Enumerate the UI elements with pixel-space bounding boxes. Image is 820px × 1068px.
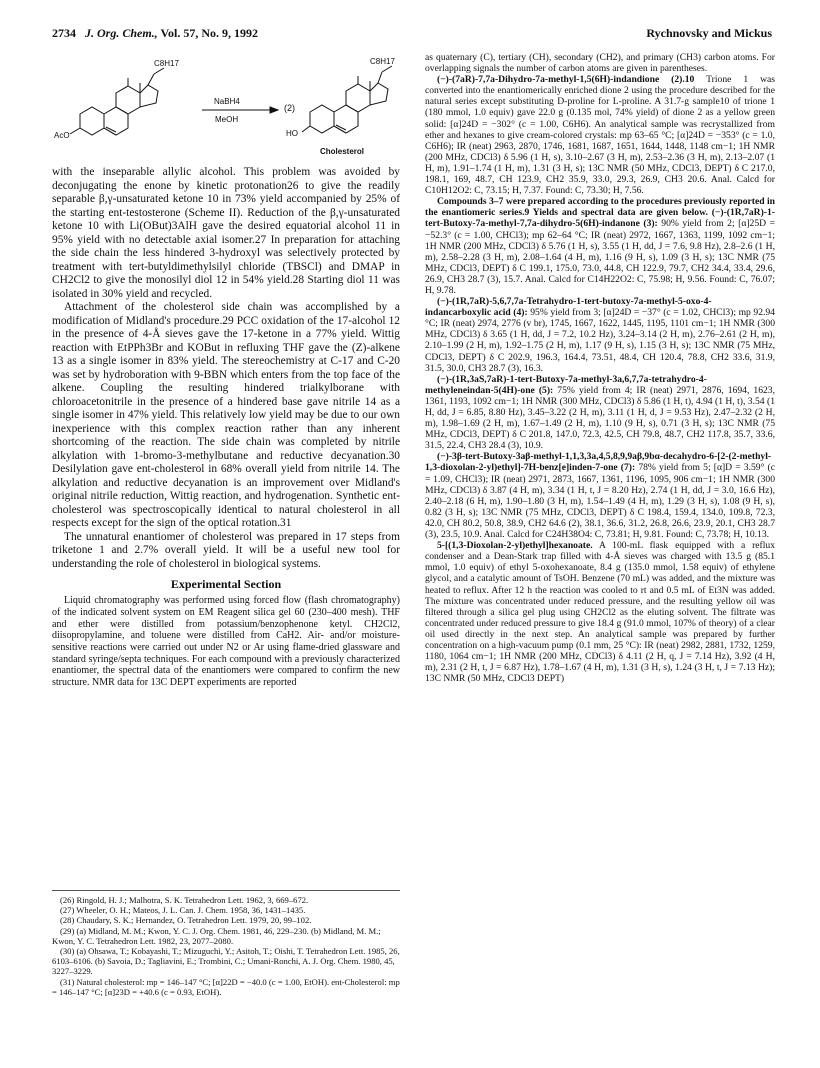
references bbox=[52, 890, 400, 997]
header-authors: Rychnovsky and Mickus bbox=[646, 26, 772, 40]
compound-5-entry bbox=[425, 374, 775, 452]
page-number: 2734 bbox=[52, 26, 76, 40]
compound-4-entry bbox=[425, 296, 775, 374]
reference-item: (28) Chaudary, S. K.; Hernandez, O. Tetrahedron Lett. 1979, 20, 99–102. bbox=[60, 915, 312, 926]
substituent-label-a: C8H17 bbox=[154, 59, 179, 68]
compound-3-title: (−)-(1R,7aR)-1-tert-Butoxy-7a-methyl-7,7a-dihydro-5(6H)-indanone (3): bbox=[425, 207, 775, 230]
reaction-scheme bbox=[52, 52, 400, 164]
equation-number: (2) bbox=[284, 103, 295, 113]
paragraph: Liquid chromatography was performed using forced flow (flash chromatography) of the indicated solvent system on EM Reagent silica gel 60 (230–400 mesh). THF and ether were distilled from potassium/benzophenone ketyl. CH2Cl2, diisopropylamine, and toluene were distilled from CaH2. Air- and/or moisture-sensitive reactions were carried out under N2 or Ar using flame-dried glassware and standard syringe/septa techniques. For each compound with a previously characterized enantiomer, the spectral data of the enantiomers were compared to confirm the new structure. NMR data for 13C DEPT experiments are reported bbox=[52, 595, 400, 689]
compounds-3-7-intro bbox=[425, 196, 775, 296]
reagent-bottom: MeOH bbox=[215, 115, 239, 124]
compound-8-title: 5-[(1,3-Dioxolan-2-yl)ethyl]hexanoate. bbox=[437, 540, 593, 552]
header-left bbox=[52, 26, 258, 41]
paragraph: Attachment of the cholesterol side chain was accomplished by a modification of Midland's procedure.29 PCC oxidation of the 17-alcohol 12 in the presence of 4-Å sieves gave the 17-ketone in a 77% yield. Wittig reaction with EtPPh3Br and KOBut in refluxing THF gave the (Z)-alkene 13 as a single isomer in 83% yield. The stereochemistry at C-17 and C-20 was set by hydroboration with 9-BBN which enters from the top face of the alkene. Coupling the resulting hindered trialkylborane with chloroacetonitrile in the presence of a hindered base gave nitrile 14 as a single isomer in 47% yield. This relatively low yield may be due to our own inexperience with this complex reaction rather than any inherent shortcoming of the reaction. The side chain was completed by nitrile alkylation with 1-bromo-3-methylbutane and reductive decyanation.30 Desilylation gave ent-cholesterol in 68% overall yield from nitrile 14. The alkylation and reductive decyanation is an improvement over Midland's original nitrile reduction, Wittig reaction, and hydrogenation. Synthetic ent-cholesterol was spectroscopically identical to natural cholesterol in all respects except for the sign of the optical rotation.31 bbox=[52, 301, 400, 529]
reference-item: (26) Ringold, H. J.; Malhotra, S. K. Tetrahedron Lett. 1962, 3, 669–672. bbox=[60, 895, 309, 905]
compound-7-entry bbox=[425, 451, 775, 540]
left-column bbox=[52, 52, 400, 689]
journal-name: J. Org. Chem., bbox=[85, 26, 158, 40]
paragraph: as quaternary (C), tertiary (CH), secondary (CH2), and primary (CH3) carbon atoms. For overlapping signals the number of carbon atoms are given in parentheses. bbox=[425, 52, 775, 75]
compound-2-body: Trione 1 was converted into the enantiomerically enriched dione 2 using the procedure described for the natural series except substituting D-proline for L-proline. A 31.7-g sample10 of trione 1 (180 mmol, 1.0 equiv) gave 22.0 g (0.135 mol, 74% yield) of dione 2 as a yellow green solid: [α]24D = −302° (c = 1.00, C6H6). An analytical sample was recrystallized from ether and hexanes to give cream-colored crystals: mp 63–65 °C; [α]24D = −353° (c = 1.0, C6H6); IR (neat) 2963, 2870, 1746, 1681, 1687, 1651, 1644, 1448, 1148 cm−1; 1H NMR (200 MHz, CDCl3) δ 5.96 (1 H, s), 3.10–2.67 (3 H, m), 2.53–2.36 (3 H, m), 2.13–2.07 (1 H, m), 1.91–1.74 (1 H, m), 1.31 (3 H, s); 13C NMR (50 MHz, CDCl3, DEPT) δ C 217.0, 198.1, 169, 48.7, CH 123.9, CH2 35.9, 33.0, 29.3, 26.9, CH3 20.6. Anal. Calcd for C10H12O2: C, 73.15; H, 7.37. Found: C, 73.30; H, 7.56. bbox=[425, 74, 776, 197]
acetoxy-label: AcO bbox=[54, 131, 70, 140]
substituent-label-b: C8H17 bbox=[370, 57, 395, 66]
journal-volume: Vol. 57, No. 9, 1992 bbox=[160, 26, 259, 40]
reference-item: (27) Wheeler, O. H.; Mateos, J. L. Can. J. Chem. 1958, 36, 1431–1435. bbox=[60, 905, 306, 916]
reference-item: (31) Natural cholesterol: mp = 146–147 °C; [α]22D = −40.0 (c = 1.00, EtOH). ent-Cholesterol: mp = 146–147 °C; [α]23D = +40.6 (c = 0.93, EtOH). bbox=[52, 976, 400, 997]
hydroxy-label: HO bbox=[286, 129, 298, 138]
paragraph: The unnatural enantiomer of cholesterol was prepared in 17 steps from triketone 1 and 2.7% overall yield. It will be a useful new tool for understanding the role of cholesterol in biological systems. bbox=[52, 530, 400, 570]
compound-8-entry bbox=[425, 540, 775, 684]
paragraph: with the inseparable allylic alcohol. This problem was avoided by deconjugating the enone by kinetic protonation26 to give the readily separable β,γ-unsaturated ketone 10 in 73% yield accompanied by 25% of the starting ent-testosterone (Scheme II). Reduction of the β,γ-unsaturated ketone 10 with Li(OBut)3AlH gave the desired equatorial alcohol 11 in 95% yield with no detectable axial isomer.27 In preparation for attaching the side chain the less hindered 3-hydroxyl was selectively protected by treatment with tert-butyldimethylsilyl chloride (TBSCl) and DMAP in CH2Cl2 to give the monosilyl diol 12 in 54% yield.28 Starting diol 11 was isolated in 30% yield and recycled. bbox=[52, 166, 400, 300]
compound-2-entry bbox=[425, 74, 775, 196]
compound-5-title: (−)-(1R,3aS,7aR)-1-tert-Butoxy-7a-methyl-3a,6,7,7a-tetrahydro-4-methyleneindan-5(4H)-one (5): bbox=[425, 373, 707, 396]
compound-3-body: 90% yield from 2; [α]25D = −52.3° (c = 1.00, CHCl3); mp 62–64 °C; IR (neat) 2972, 1667, 1363, 1199, 1092 cm−1; 1H NMR (200 MHz, CDCl3) δ 5.76 (1 H, s), 3.55 (1 H, dd, J = 7.6, 9.8 Hz), 2.8–2.6 (1 H, m), 2.58–2.28 (3 H, m), 2.08–1.64 (4 H, m), 1.16 (9 H, s), 1.09 (3 H, s); 13C NMR (75 MHz, CDCl3, DEPT) δ C 199.1, 175.0, 73.0, 44.8, CH 122.9, 79.7, CH2 34.4, 33.4, 29.6, 26.9, CH3 28.7 (3), 15.7. Anal. Calcd for C14H22O2: C, 75.98; H, 9.56. Found: C, 76.07; H, 9.78. bbox=[425, 218, 775, 296]
reference-item: (30) (a) Ohsawa, T.; Kobayashi, T.; Mizuguchi, Y.; Asitoh, T.; Oishi, T. Tetrahedron Lett. 1985, 26, 6103–6106. (b) Savoia, D.; Tagliavini, E.; Trombini, C.; Umani-Ronchi, A. J. Org. Chem. 1980, 45, 3227–3229. bbox=[52, 946, 400, 977]
compound-7-title: (−)-3β-tert-Butoxy-3aβ-methyl-1,1,3,3a,4,5,8,9,9aβ,9bα-decahydro-6-[2-(2-methyl-1,3-dioxolan-2-yl)ethyl]-7H-benz[e]inden-7-one (7): bbox=[425, 451, 772, 474]
reference-item: (29) (a) Midland, M. M.; Kwon, Y. C. J. Org. Chem. 1981, 46, 229–230. (b) Midland, M. M.; Kwon, Y. C. Tetrahedron Lett. 1982, 23, 2077–2080. bbox=[52, 925, 381, 946]
compound-4-title: (−)-(1R,7aR)-5,6,7,7a-Tetrahydro-1-tert-butoxy-7a-methyl-5-oxo-4-indancarboxylic acid (4): bbox=[425, 296, 712, 319]
scheme-caption: Cholesterol bbox=[320, 147, 365, 156]
compound-7-body: 78% yield from 5; [α]D = 3.59° (c = 1.09, CHCl3); IR (neat) 2971, 2873, 1667, 1361, 1196, 1095, 906 cm−1; 1H NMR (300 MHz, CDCl3) δ 3.87 (4 H, m), 3.34 (1 H, t, J = 8.20 Hz), 2.74 (1 H, dd, J = 3.0, 16.6 Hz), 2.40–2.18 (6 H, m), 1.90–1.80 (3 H, m), 1.54–1.49 (4 H, m), 1.29 (3 H, s), 1.08 (9 H, s), 0.82 (3 H, s); 13C NMR (75 MHz, CDCl3, DEPT) δ C 198.4, 159.4, 134.0, 109.8, 72.3, 42.0, CH 80.2, 50.8, 38.9, CH2 64.6 (2), 38.1, 36.6, 31.2, 26.8, 26.6, 23.9, 20.1, CH3 28.7 (3), 23.5, 10.9. Anal. Calcd for C24H38O4: C, 73.81; H, 9.81. Found: C, 73.78; H, 10.13. bbox=[425, 462, 775, 541]
discussion-text bbox=[52, 166, 400, 571]
right-column bbox=[425, 52, 775, 684]
experimental-text bbox=[52, 595, 400, 689]
compound-8-body: A 100-mL flask equipped with a reflux condenser and a Dean-Stark trap filled with 4-Å sieves was charged with 13.5 g (85.1 mmol, 1.0 equiv) of ethyl 5-oxohexanoate, 8.4 g (135.0 mmol, 1.58 equiv) of ethylene glycol, and a catalytic amount of TsOH. Benzene (70 mL) was added, and the mixture was heated to reflux. After 12 h the reaction was cooled to rt and 0.5 mL of Et3N was added. The mixture was concentrated under reduced pressure, and the resulting yellow oil was filtered through a silica gel plug using CH2Cl2 as the eluting solvent. The filtrate was concentrated under reduced pressure to give 18.4 g (91.0 mmol, 107% of theory) of a clear oil used directly in the next step. An analytical sample was prepared by further concentration on a high-vacuum pump (0.1 mm, 25 °C): IR (neat) 2982, 2881, 1732, 1259, 1180, 1064 cm−1; 1H NMR (200 MHz, CDCl3) δ 4.11 (2 H, q, J = 7.14 Hz), 3.92 (4 H, m), 2.31 (2 H, t, J = 6.87 Hz), 1.78–1.67 (4 H, m), 1.31 (3 H, s), 1.24 (3 H, t, J = 7.13 Hz); 13C NMR (50 MHz, CDCl3 DEPT) bbox=[425, 540, 775, 685]
compound-2-title: (−)-(7aR)-7,7a-Dihydro-7a-methyl-1,5(6H)-indandione (2).10 bbox=[437, 74, 695, 86]
reagent-top: NaBH4 bbox=[214, 97, 240, 106]
compound-5-body: 75% yield from 4; IR (neat) 2971, 2876, 1694, 1623, 1361, 1193, 1092 cm−1; 1H NMR (300 MHz, CDCl3) δ 5.86 (1 H, t), 4.94 (1 H, t), 3.54 (1 H, dd, J = 6.85, 8.80 Hz), 3.45–3.22 (2 H, m), 3.11 (1 H, d, J = 9.53 Hz), 2.47–2.32 (2 H, m), 1.98–1.69 (2 H, m), 1.67–1.49 (2 H, m), 1.10 (9 H, s), 0.71 (3 H, s); 13C NMR (75 MHz, CDCl3, DEPT) δ C 201.8, 147.0, 72.3, 42.5, CH 79.8, 48.7, CH2 117.8, 35.7, 33.6, 31.5, 22.4, CH3 28.4 (3), 10.9. bbox=[425, 384, 775, 452]
compound-4-body: 95% yield from 3; [α]24D = −37° (c = 1.02, CHCl3); mp 92.94 °C; IR (neat) 2974, 2776 (v br), 1745, 1667, 1622, 1445, 1195, 1101 cm−1; 1H NMR (300 MHz, CDCl3) δ 3.65 (1 H, dd, J = 7.2, 10.2 Hz), 3.24–3.14 (2 H, m), 2.76–2.61 (2 H, m), 2.10–1.99 (2 H, m), 1.92–1.75 (2 H, m), 1.17 (9 H, s), 1.15 (3 H, s); 13C NMR (75 MHz, CDCl3, DEPT) δ C 202.9, 196.3, 164.4, 73.51, 48.4, CH 120.4, 78.8, CH2 33.6, 31.9, 31.5, 30.0, CH3 28.7 (3), 16.3. bbox=[425, 307, 775, 374]
experimental-section-title: Experimental Section bbox=[170, 577, 282, 591]
page-header bbox=[52, 26, 772, 42]
compounds-3-7-title: Compounds 3–7 were prepared according to the procedures previously reported in the enantiomeric series.9 Yields and spectral data are given below. bbox=[425, 196, 775, 219]
